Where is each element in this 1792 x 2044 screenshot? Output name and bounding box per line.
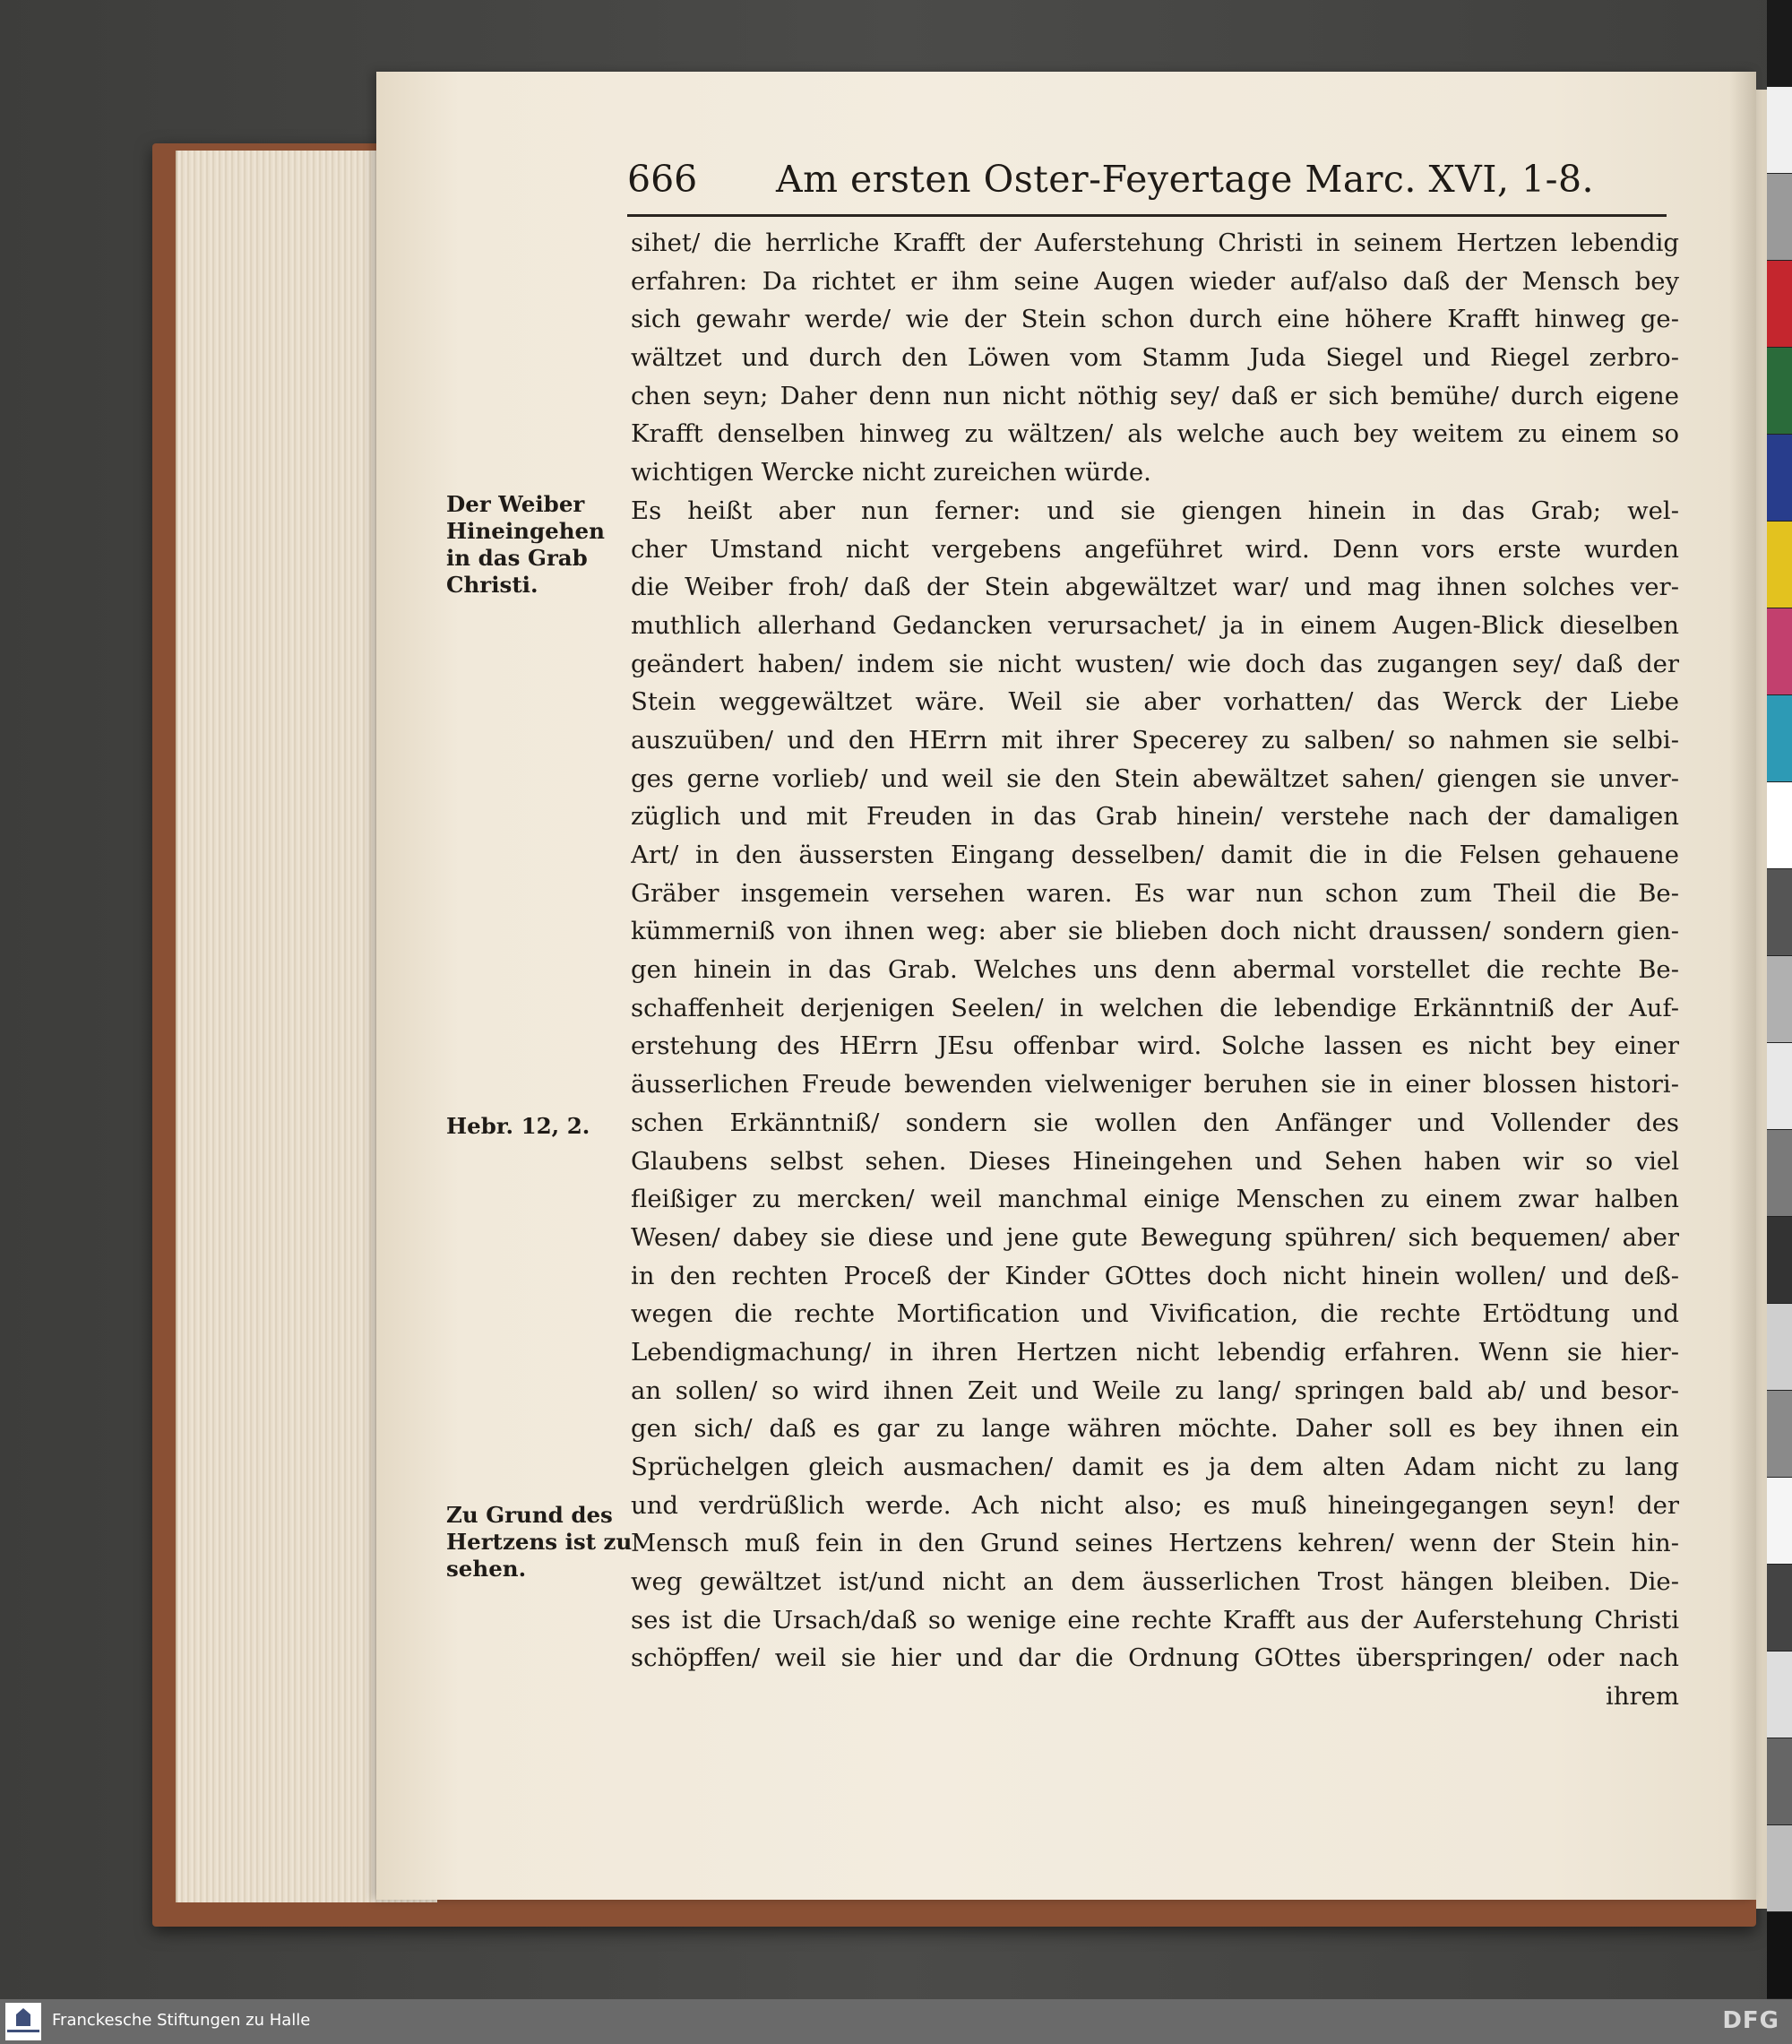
text-line: wältzet und durch den Löwen vom Stamm Juda Siegel und Riegel zerbro- [631,343,1679,373]
text-line: gen sich/ daß es gar zu lange währen möchte. Daher soll es bey ihnen ein [631,1414,1679,1444]
text-line: Glaubens selbst sehen. Dieses Hineingehen und Sehen haben wir so viel [631,1146,1679,1176]
margin-note-weiber [446,491,605,599]
margin-note-line: Christi. [446,572,538,598]
color-chip [1767,1912,1792,1999]
text-line: schen Erkänntniß/ sondern sie wollen den Anfänger und Vollender des [631,1108,1679,1137]
margin-note-line: sehen. [446,1556,527,1582]
text-line: auszuüben/ und den HErrn mit ihrer Specerey zu salben/ so nahmen sie selbi- [631,725,1679,755]
text-line: wegen die rechte Mortification und Vivification, die rechte Ertödtung und [631,1299,1679,1329]
body-text [631,224,1679,1747]
text-line: wichtigen Wercke nicht zureichen würde. [631,458,1151,487]
text-line: an sollen/ so wird ihnen Zeit und Weile zu lang/ springen bald ab/ und besor- [631,1376,1679,1405]
footer-bar [0,1999,1792,2044]
margin-note-line: in das Grab [446,545,588,571]
color-chip [1767,1825,1792,1912]
text-line: Es heißt aber nun ferner: und sie giengen hinein in das Grab; wel- [631,496,1679,525]
color-chip [1767,87,1792,174]
dfg-logo: DFG [1722,2007,1779,2034]
color-chip [1767,695,1792,782]
text-line: Mensch muß fein in den Grund seines Hertzens kehren/ wenn der Stein hin- [631,1529,1679,1558]
color-chip [1767,522,1792,608]
text-line: Krafft denselben hinweg zu wältzen/ als welche auch bey weitem zu einem so [631,419,1679,449]
next-page-edge [1756,90,1767,1909]
margin-note-line: Hebr. 12, 2. [446,1113,590,1139]
logo-wordmark [7,2030,39,2032]
color-chip [1767,435,1792,522]
text-line: schöpffen/ weil sie hier und dar die Ordnung GOttes überspringen/ oder nach [631,1643,1679,1673]
color-chip [1767,174,1792,261]
color-chip [1767,1043,1792,1130]
text-line: fleißiger zu mercken/ weil manchmal einige Menschen zu einem zwar halben [631,1185,1679,1214]
color-chip [1767,1478,1792,1565]
color-chip [1767,1652,1792,1738]
header-rule [627,214,1667,217]
catchword: ihrem [1605,1682,1679,1712]
text-line: Sprüchelgen gleich ausmachen/ damit es ja dem alten Adam nicht zu lang [631,1453,1679,1481]
color-chip [1767,1217,1792,1304]
color-chip [1767,1130,1792,1217]
text-line: schaffenheit derjenigen Seelen/ in welchen die lebendige Erkänntniß der Auf- [631,993,1679,1022]
color-chip [1767,1304,1792,1391]
text-line: ges gerne vorlieb/ und weil sie den Stein abewältzet sahen/ giengen sie unver- [631,763,1679,793]
text-line: sich gewahr werde/ wie der Stein schon durch eine höhere Krafft hinweg ge- [631,305,1679,334]
text-line: cher Umstand nicht vergebens angeführet wird. Denn vors erste wurden [631,534,1679,564]
color-chip [1767,1391,1792,1478]
running-header [627,152,1667,215]
margin-note-line: Hertzens ist zu [446,1529,633,1555]
color-chip [1767,782,1792,869]
color-chip [1767,869,1792,956]
color-chip [1767,1738,1792,1825]
text-line: und verdrüßlich werde. Ach nicht also; es muß hineingegangen seyn! der [631,1490,1679,1520]
text-line: erstehung des HErrn JEsu offenbar wird. Solche lassen es nicht bey einer [631,1031,1679,1061]
institution-name[interactable]: Franckesche Stiftungen zu Halle [52,2011,311,2030]
text-line: muthlich allerhand Gedancken verursachet/ ja in einem Augen-Blick dieselben [631,610,1679,640]
color-chip [1767,0,1792,87]
text-line: in den rechten Proceß der Kinder GOttes doch nicht hinein wollen/ und deß- [631,1261,1679,1290]
text-line: züglich und mit Freuden in das Grab hinein/ verstehe nach der damaligen [631,802,1679,832]
color-chip [1767,956,1792,1043]
color-chip [1767,608,1792,695]
color-chip [1767,1565,1792,1652]
margin-note-grund [446,1502,632,1583]
text-line: erfahren: Da richtet er ihm seine Augen wieder auf/also daß der Mensch bey [631,266,1679,296]
logo-mark [16,2008,30,2026]
text-line: ses ist die Ursach/daß so wenige eine rechte Krafft aus der Auferstehung Christi [631,1605,1679,1634]
color-chip [1767,348,1792,435]
text-line: kümmerniß von ihnen weg: aber sie blieben doch nicht draussen/ sondern gien- [631,917,1679,946]
text-line: gen hinein in das Grab. Welches uns denn abermal vorstellet die rechte Be- [631,955,1679,985]
margin-note-line: Der Weiber [446,491,585,517]
margin-note-hebr [446,1113,590,1140]
page-number: 666 [627,158,698,201]
margin-note-line: Zu Grund des [446,1502,613,1528]
text-line: Stein weggewältzet wäre. Weil sie aber vorhatten/ das Werck der Liebe [631,687,1679,717]
color-calibration-strip [1767,0,1792,1999]
text-line: Lebendigmachung/ in ihren Hertzen nicht lebendig erfahren. Wenn sie hier- [631,1337,1679,1367]
gutter-shadow [1729,72,1756,1900]
text-line: Wesen/ dabey sie diese und jene gute Bewegung spühren/ sich bequemen/ aber [631,1222,1679,1252]
text-line: äusserlichen Freude bewenden vielweniger beruhen sie in einer blossen histori- [631,1070,1679,1100]
margin-note-line: Hineingehen [446,518,605,544]
institution-logo [5,2003,41,2040]
text-line: sihet/ die herrliche Krafft der Auferstehung Christi in seinem Hertzen lebendig [631,229,1679,257]
color-chip [1767,261,1792,348]
running-title: Am ersten Oster-Feyertage Marc. XVI, 1-8. [776,158,1595,201]
text-line: Art/ in den äussersten Eingang desselben/ damit die in die Felsen gehauene [631,841,1679,869]
text-line: Gräber insgemein versehen waren. Es war nun schon zum Theil die Be- [631,878,1679,908]
text-line: weg gewältzet ist/und nicht an dem äusserlichen Trost hängen bleiben. Die- [631,1567,1679,1597]
text-line: die Weiber froh/ daß der Stein abgewältzet war/ und mag ihnen solches ver- [631,573,1679,602]
text-line: chen seyn; Daher denn nun nicht nöthig sey/ daß er sich bemühe/ durch eigene [631,381,1679,410]
text-line: geändert haben/ indem sie nicht wusten/ wie doch das zugangen sey/ daß der [631,649,1679,678]
